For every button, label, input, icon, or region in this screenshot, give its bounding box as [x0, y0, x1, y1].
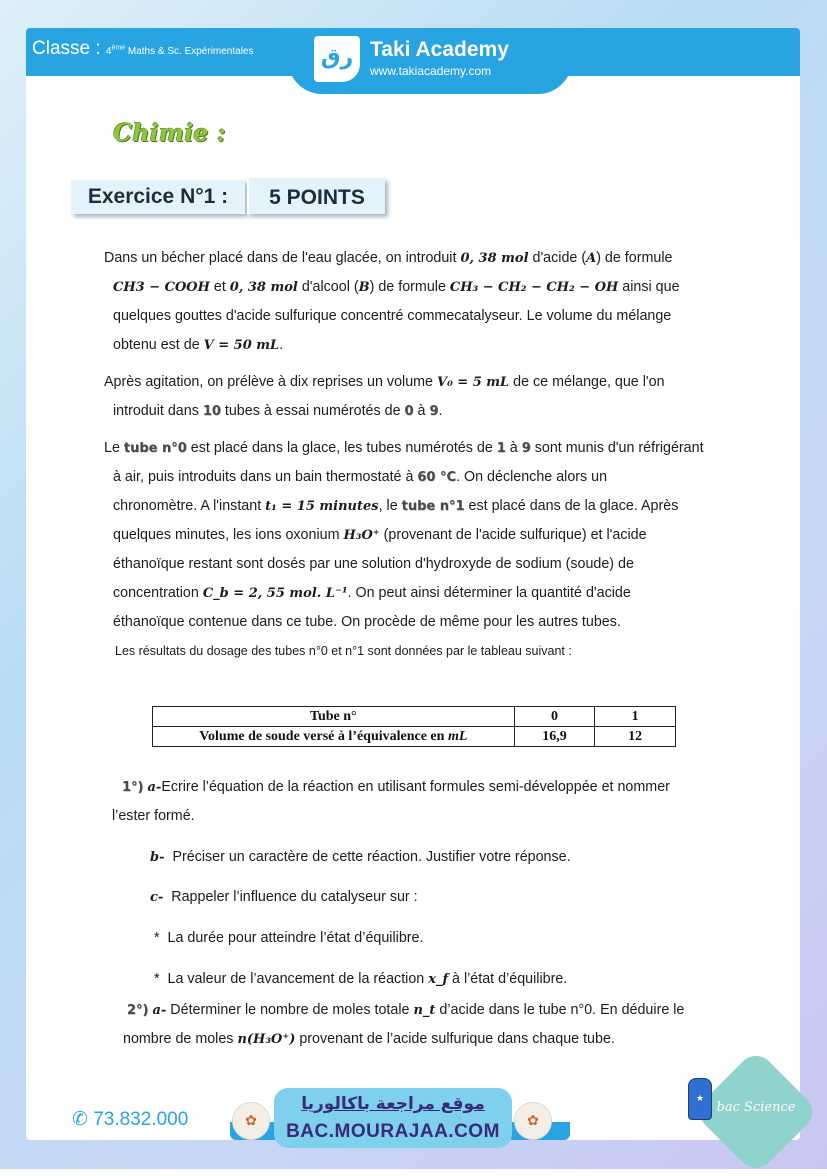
table-cell: 12 — [595, 727, 676, 747]
paragraph-line: Dans un bécher placé dans de l'eau glacée, on introduit 0, 38 mol d'acide (A) de formule — [104, 250, 673, 266]
paragraph-line: introduit dans 10 tubes à essai numérotés de 0 à 9. — [113, 403, 443, 419]
paragraph-line: à air, puis introduits dans un bain thermostaté à 60 °C. On déclenche alors un — [113, 469, 608, 485]
badge-right-icon: ✿ — [514, 1102, 552, 1140]
question-1a-cont: l’ester formé. — [112, 808, 195, 824]
table-row — [153, 727, 676, 747]
table-cell: Volume de soude versé à l’équivalence en mL — [153, 727, 515, 747]
paragraph-line: éthanoïque restant sont dosés par une solution d'hydroxyde de sodium (soude) de — [113, 556, 634, 572]
table-row — [153, 707, 676, 727]
mascot-icon: ★ — [688, 1078, 712, 1120]
question-1c: c- Rappeler l’influence du catalyseur sur : — [150, 889, 418, 905]
table-cell: 16,9 — [514, 727, 595, 747]
paragraph-line: Après agitation, on prélève à dix reprises un volume V₀ = 5 mL de ce mélange, que l'on — [104, 374, 665, 390]
results-table — [152, 706, 676, 747]
bac-science-label: bac Science — [716, 1100, 796, 1115]
badge-left-icon: ✿ — [232, 1102, 270, 1140]
footer-arabic-link[interactable]: موقع مراجعة باكالوريا — [301, 1094, 485, 1114]
subject-title: Chimie : — [113, 118, 226, 147]
paragraph-line: obtenu est de V = 50 mL. — [113, 337, 284, 353]
paragraph-line: éthanoïque contenue dans ce tube. On procède de même pour les autres tubes. — [113, 614, 621, 630]
phone-number: ✆ 73.832.000 — [72, 1109, 189, 1130]
footer-site-link[interactable]: BAC.MOURAJAA.COM — [286, 1121, 500, 1142]
question-1a: 1°) a-Ecrire l’équation de la réaction en utilisant formules semi-développée et nommer — [122, 779, 670, 795]
paragraph-line: concentration C_b = 2, 55 mol. L⁻¹. On peut ainsi déterminer la quantité d'acide — [113, 585, 631, 601]
question-2a-cont: nombre de moles n(H₃O⁺) provenant de l’acide sulfurique dans chaque tube. — [123, 1031, 615, 1047]
question-2a: 2°) a- Déterminer le nombre de moles totale n_t d’acide dans le tube n°0. En déduire le — [127, 1002, 685, 1018]
footer-site-box[interactable] — [274, 1088, 512, 1148]
table-header-cell: 0 — [514, 707, 595, 727]
taki-logo-icon: رق — [314, 36, 360, 82]
paragraph-line: Les résultats du dosage des tubes n°0 et n°1 sont données par le tableau suivant : — [115, 644, 572, 658]
paragraph-line: CH3 − COOH et 0, 38 mol d'alcool (B) de formule CH₃ − CH₂ − CH₂ − OH ainsi que — [113, 279, 680, 295]
brand-name: Taki Academy — [370, 38, 509, 61]
class-label: Classe : 4ème Maths & Sc. Expérimentales — [32, 38, 254, 59]
exercise-title: Exercice N°1 : — [71, 180, 245, 214]
paragraph-line: chronomètre. A l'instant t₁ = 15 minutes, le tube n°1 est placé dans de la glace. Après — [113, 498, 679, 514]
question-1c-item: * La durée pour atteindre l’état d’équilibre. — [154, 930, 424, 946]
paragraph-line: Le tube n°0 est placé dans la glace, les tubes numérotés de 1 à 9 sont munis d'un réfrigérant — [104, 440, 704, 456]
brand-url: www.takiacademy.com — [370, 64, 492, 78]
table-header-cell: Tube n° — [153, 707, 515, 727]
question-1b: b- Préciser un caractère de cette réaction. Justifier votre réponse. — [150, 849, 571, 865]
exercise-text — [104, 244, 714, 666]
exercise-points: 5 POINTS — [247, 178, 385, 214]
paragraph-line: quelques minutes, les ions oxonium H₃O⁺ (provenant de l'acide sulfurique) et l'acide — [113, 527, 647, 543]
table-header-cell: 1 — [595, 707, 676, 727]
question-1c-item: * La valeur de l’avancement de la réaction x_f à l’état d’équilibre. — [154, 971, 568, 987]
paragraph-line: quelques gouttes d'acide sulfurique concentré commecatalyseur. Le volume du mélange — [113, 308, 672, 324]
